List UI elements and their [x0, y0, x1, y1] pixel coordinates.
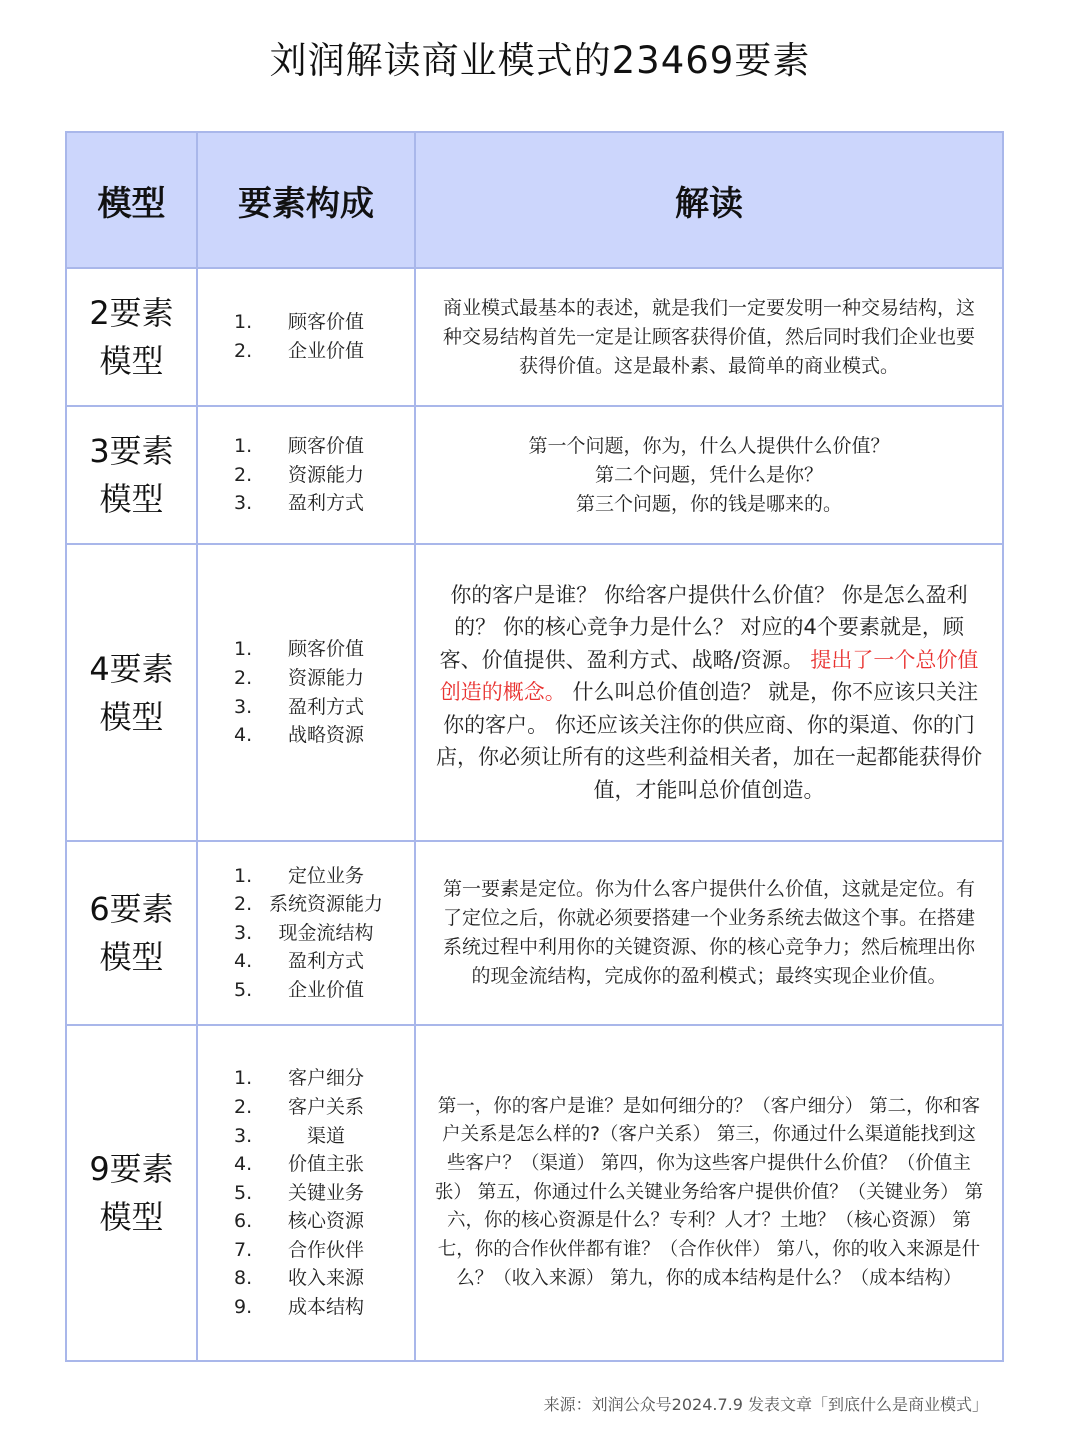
interpretation-cell: [415, 841, 1003, 1025]
table-row: [66, 841, 1003, 1025]
highlight-text: 提出了一个总价值创造的概念。: [439, 647, 979, 705]
table-header-row: [66, 132, 1003, 268]
header-elements: 要素构成: [197, 132, 415, 268]
header-model: 模型: [66, 132, 197, 268]
list-item: 1. 客户细分: [234, 1067, 364, 1090]
list-item: 9. 成本结构: [234, 1296, 364, 1319]
list-item: 4. 价值主张: [234, 1153, 364, 1176]
list-item: 3. 盈利方式: [234, 695, 364, 718]
model-cell: [66, 841, 197, 1025]
elements-cell: [197, 268, 415, 406]
elements-cell: [197, 544, 415, 841]
model-name: 4要素模型: [89, 649, 174, 736]
list-item: 3. 盈利方式: [234, 492, 364, 515]
list-item: 2. 资源能力: [234, 463, 364, 486]
list-item: 6. 核心资源: [234, 1210, 364, 1233]
header-interpretation: 解读: [415, 132, 1003, 268]
element-list: [198, 1064, 414, 1321]
interpretation-text: 商业模式最基本的表述，就是我们一定要发明一种交易结构，这种交易结构首先一定是让顾客获得价值，然后同时我们企业也要获得价值。这是最朴素、最简单的商业模式。: [442, 296, 975, 377]
interpretation-cell: [415, 406, 1003, 544]
source-note: 来源：刘润公众号2024.7.9 发表文章「到底什么是商业模式」: [543, 1395, 988, 1414]
list-item: 1. 定位业务: [234, 864, 364, 887]
list-item: 1. 顾客价值: [234, 311, 364, 334]
element-list: [198, 635, 414, 749]
list-item: 2. 企业价值: [234, 340, 364, 362]
list-item: 4. 战略资源: [234, 724, 364, 747]
list-item: 8. 收入来源: [234, 1267, 364, 1290]
interpretation-cell: [415, 544, 1003, 841]
table-row: [66, 1025, 1003, 1361]
element-list: [198, 308, 414, 365]
list-item: 7. 合作伙伴: [234, 1238, 364, 1261]
page-title: 刘润解读商业模式的23469要素: [269, 39, 811, 82]
list-item: 1. 顾客价值: [234, 638, 364, 661]
model-cell: [66, 406, 197, 544]
interpretation-text: 第一个问题，你为，什么人提供什么价值？ 第二个问题，凭什么是你？ 第三个问题，你的钱是哪来的。: [528, 434, 890, 515]
list-item: 1. 顾客价值: [234, 435, 364, 458]
list-item: 5. 企业价值: [234, 978, 364, 1001]
list-item: 4. 盈利方式: [234, 950, 364, 973]
interpretation-cell: [415, 1025, 1003, 1361]
model-cell: [66, 268, 197, 406]
list-item: 5. 关键业务: [234, 1181, 364, 1204]
model-cell: [66, 1025, 197, 1361]
list-item: 3. 渠道: [234, 1124, 345, 1147]
model-name: 9要素模型: [89, 1150, 174, 1236]
elements-cell: [197, 841, 415, 1025]
model-name: 3要素模型: [89, 432, 174, 518]
list-item: 2. 系统资源能力: [234, 893, 383, 916]
interpretation-cell: [415, 268, 1003, 406]
business-model-table: [65, 131, 1004, 1362]
model-name: 2要素模型: [89, 294, 174, 380]
list-item: 2. 客户关系: [234, 1095, 364, 1118]
interpretation-text: 第一要素是定位。你为什么客户提供什么价值，这就是定位。有了定位之后，你就必须要搭建一个业务系统去做这个事。在搭建系统过程中利用你的关键资源、你的核心竞争力；然后梳理出你的现金流结构，完成你的盈利模式；最终实现企业价值。: [442, 878, 975, 987]
table-row: [66, 268, 1003, 406]
list-item: 3. 现金流结构: [234, 921, 374, 944]
table-row: [66, 544, 1003, 841]
model-cell: [66, 544, 197, 841]
list-item: 2. 资源能力: [234, 666, 364, 689]
table-row: [66, 406, 1003, 544]
element-list: [198, 432, 414, 518]
element-list: [198, 862, 414, 1005]
interpretation-text: 第一，你的客户是谁？是如何细分的？（客户细分） 第二，你和客户关系是怎么样的?（客户关系） 第三，你通过什么渠道能找到这些客户？（渠道） 第四，你为这些客户提供什么价值？（价值主张） 第五，你通过什么关键业务给客户提供价值？（关键业务） 第六，你的核心资源是什么？专利？人才？土地？（核心资源） 第七，你的合作伙伴都有谁？（合作伙伴） 第八，你的收入来源是什么？（收入来源） 第九，你的成本结构是什么？（成本结构）: [434, 1095, 984, 1289]
model-name: 6要素模型: [89, 890, 174, 976]
interpretation-text: 你的客户是谁？ 你给客户提供什么价值？ 你是怎么盈利的？ 你的核心竞争力是什么？ 对应的4个要素就是，顾客、价值提供、盈利方式、战略/资源。 提出了一个总价值创造的概念。 什么叫总价值创造？ 就是，你不应该只关注你的客户。 你还应该关注你的供应商、你的渠道、你的门店，你必须让所有的这些利益相关者，加在一起都能获得价值，才能叫总价值创造。: [436, 582, 982, 802]
elements-cell: [197, 1025, 415, 1361]
elements-cell: [197, 406, 415, 544]
